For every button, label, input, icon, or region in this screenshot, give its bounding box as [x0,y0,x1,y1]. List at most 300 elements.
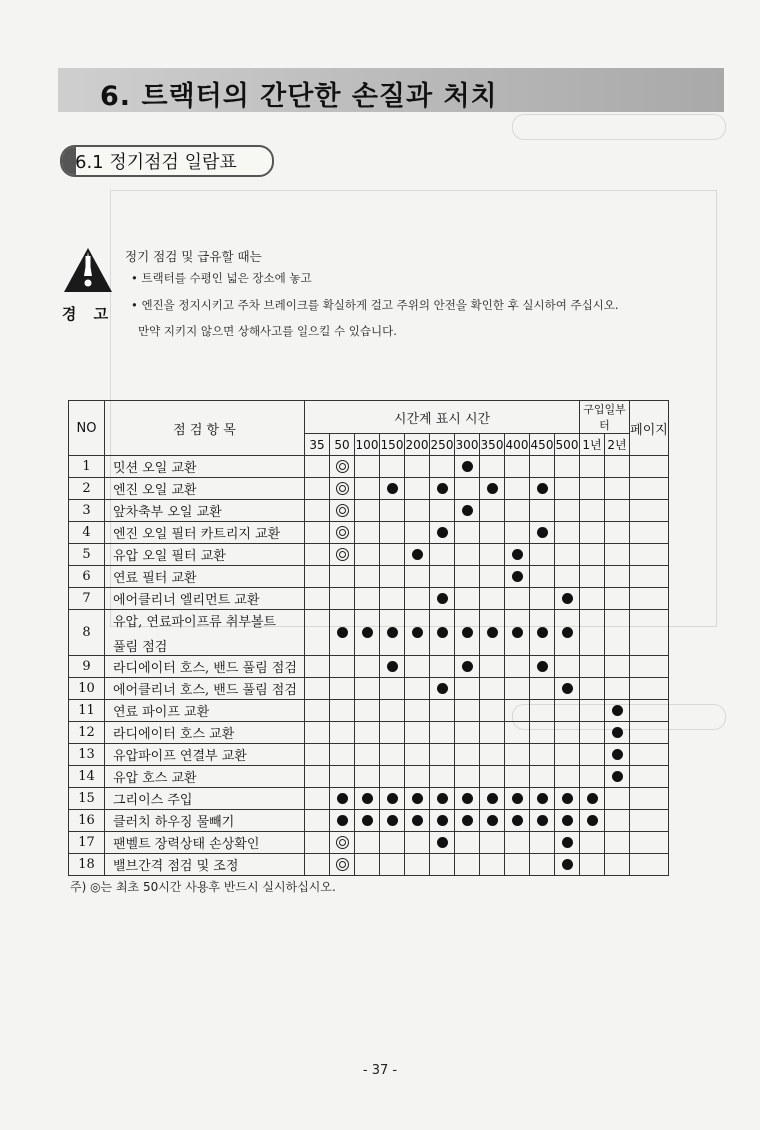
inspection-item [105,700,305,722]
schedule-cell [330,678,355,700]
schedule-cell [430,810,455,832]
schedule-cell [305,610,330,656]
schedule-cell [430,478,455,500]
schedule-cell [405,478,430,500]
schedule-cell [505,522,530,544]
table-row [69,722,669,744]
inspection-item-text: 팬벨트 장력상태 손상확인 [113,837,260,852]
schedule-cell [505,478,530,500]
table-row [69,588,669,610]
table-row [69,678,669,700]
section-title: 6.1 정기점검 일람표 [75,152,237,173]
showthrough-pill [512,114,726,140]
section-title-tab [62,147,76,175]
dot-mark-icon [437,527,448,538]
schedule-cell [405,788,430,810]
schedule-cell [405,744,430,766]
schedule-cell [405,854,430,876]
schedule-cell [580,678,605,700]
dot-mark-icon [412,549,423,560]
schedule-cell [530,478,555,500]
schedule-cell [305,788,330,810]
dot-mark-icon [562,859,573,870]
double-circle-mark-icon [336,526,349,539]
schedule-cell [555,544,580,566]
row-number: 17 [69,832,105,854]
header-hour: 150 [380,434,405,456]
warning-consequence: 만약 지키지 않으면 상해사고를 일으킬 수 있습니다. [138,324,397,338]
schedule-cell [355,478,380,500]
warning-heading: 정기 점검 및 급유할 때는 [125,249,262,264]
schedule-cell [480,544,505,566]
dot-mark-icon [362,815,373,826]
header-hour: 200 [405,434,430,456]
schedule-cell [505,566,530,588]
schedule-cell [555,656,580,678]
schedule-cell [480,588,505,610]
schedule-cell [305,678,330,700]
row-number: 7 [69,588,105,610]
row-number: 8 [69,610,105,656]
schedule-cell [380,566,405,588]
schedule-cell [380,478,405,500]
dot-mark-icon [437,483,448,494]
schedule-cell [605,722,630,744]
schedule-cell [330,478,355,500]
reference-page [630,832,669,854]
schedule-cell [580,610,605,656]
schedule-cell [480,610,505,656]
schedule-cell [305,744,330,766]
schedule-cell [505,744,530,766]
schedule-cell [530,744,555,766]
schedule-cell [480,522,505,544]
schedule-cell [505,456,530,478]
schedule-cell [380,810,405,832]
schedule-cell [330,610,355,656]
schedule-cell [580,522,605,544]
schedule-cell [355,456,380,478]
table-row [69,522,669,544]
double-circle-mark-icon [336,504,349,517]
inspection-item [105,832,305,854]
schedule-cell [530,544,555,566]
schedule-cell [605,478,630,500]
schedule-cell [355,500,380,522]
table-row [69,788,669,810]
schedule-cell [555,810,580,832]
schedule-cell [455,522,480,544]
dot-mark-icon [337,793,348,804]
schedule-cell [380,678,405,700]
double-circle-mark-icon [336,858,349,871]
row-number: 5 [69,544,105,566]
schedule-cell [305,522,330,544]
reference-page [630,700,669,722]
schedule-cell [455,722,480,744]
inspection-item-text: 밋션 오일 교환 [113,461,197,476]
dot-mark-icon [587,815,598,826]
header-hour: 250 [430,434,455,456]
schedule-cell [480,766,505,788]
schedule-cell [355,588,380,610]
schedule-cell [330,722,355,744]
dot-mark-icon [537,627,548,638]
schedule-cell [355,832,380,854]
schedule-cell [480,566,505,588]
schedule-cell [305,700,330,722]
schedule-cell [480,478,505,500]
schedule-cell [480,788,505,810]
schedule-cell [605,500,630,522]
double-circle-mark-icon [336,548,349,561]
table-row [69,610,669,656]
schedule-cell [405,656,430,678]
header-year: 2년 [605,434,630,456]
schedule-cell [605,456,630,478]
schedule-cell [480,722,505,744]
dot-mark-icon [387,661,398,672]
schedule-cell [405,832,430,854]
dot-mark-icon [437,815,448,826]
schedule-cell [555,788,580,810]
dot-mark-icon [612,705,623,716]
schedule-cell [430,544,455,566]
table-row [69,744,669,766]
reference-page [630,478,669,500]
schedule-cell [330,854,355,876]
schedule-cell [530,522,555,544]
schedule-cell [580,854,605,876]
schedule-cell [430,656,455,678]
inspection-item-text: 클러치 하우징 물빼기 [113,815,235,830]
schedule-cell [605,744,630,766]
dot-mark-icon [337,815,348,826]
dot-mark-icon [537,793,548,804]
schedule-cell [505,678,530,700]
inspection-item-text: 엔진 오일 교환 [113,483,197,498]
schedule-cell [580,832,605,854]
schedule-cell [330,766,355,788]
dot-mark-icon [437,837,448,848]
inspection-item [105,500,305,522]
schedule-cell [555,678,580,700]
schedule-cell [305,566,330,588]
schedule-cell [330,566,355,588]
schedule-cell [355,722,380,744]
inspection-item-text: 연료 필터 교환 [113,571,197,586]
dot-mark-icon [487,483,498,494]
schedule-cell [455,656,480,678]
schedule-cell [330,832,355,854]
reference-page [630,678,669,700]
double-circle-mark-icon [336,482,349,495]
schedule-cell [580,788,605,810]
inspection-item [105,744,305,766]
inspection-item [105,766,305,788]
dot-mark-icon [612,727,623,738]
table-row [69,810,669,832]
reference-page [630,744,669,766]
warning-label: 경 고 [61,305,115,323]
row-number: 18 [69,854,105,876]
schedule-cell [430,788,455,810]
inspection-schedule-table [68,400,669,876]
schedule-cell [505,544,530,566]
schedule-cell [505,854,530,876]
dot-mark-icon [437,683,448,694]
schedule-cell [530,854,555,876]
schedule-cell [555,478,580,500]
schedule-cell [555,744,580,766]
dot-mark-icon [337,627,348,638]
inspection-item-text: 에어클리너 호스, 밴드 풀림 점검 [113,683,297,698]
dot-mark-icon [412,793,423,804]
reference-page [630,766,669,788]
dot-mark-icon [587,793,598,804]
schedule-cell [580,722,605,744]
schedule-cell [305,544,330,566]
schedule-cell [480,500,505,522]
header-hour: 100 [355,434,380,456]
inspection-item-text: 유압, 연료파이프류 취부볼트 [113,614,277,630]
schedule-cell [305,588,330,610]
header-hour: 300 [455,434,480,456]
schedule-cell [480,678,505,700]
header-hour: 500 [555,434,580,456]
schedule-cell [455,478,480,500]
schedule-cell [330,544,355,566]
schedule-cell [555,456,580,478]
schedule-cell [430,522,455,544]
row-number: 13 [69,744,105,766]
schedule-cell [305,766,330,788]
dot-mark-icon [437,627,448,638]
schedule-cell [380,544,405,566]
dot-mark-icon [387,483,398,494]
schedule-cell [605,788,630,810]
schedule-cell [430,500,455,522]
inspection-item [105,566,305,588]
row-number: 9 [69,656,105,678]
schedule-cell [605,544,630,566]
reference-page [630,810,669,832]
schedule-cell [330,700,355,722]
schedule-cell [530,610,555,656]
schedule-cell [555,610,580,656]
schedule-cell [455,744,480,766]
schedule-cell [355,544,380,566]
schedule-cell [380,588,405,610]
schedule-cell [430,588,455,610]
schedule-cell [505,810,530,832]
schedule-cell [530,810,555,832]
schedule-cell [505,766,530,788]
reference-page [630,456,669,478]
schedule-cell [405,678,430,700]
schedule-cell [605,854,630,876]
warning-bullet-1: • 트랙터를 수평인 넓은 장소에 놓고 [131,271,312,285]
schedule-cell [380,766,405,788]
inspection-item-text: 그리이스 주입 [113,793,193,808]
table-row [69,700,669,722]
dot-mark-icon [562,627,573,638]
dot-mark-icon [362,793,373,804]
row-number: 15 [69,788,105,810]
dot-mark-icon [562,593,573,604]
schedule-cell [505,722,530,744]
schedule-cell [580,810,605,832]
dot-mark-icon [512,793,523,804]
schedule-cell [430,832,455,854]
schedule-cell [480,656,505,678]
row-number: 3 [69,500,105,522]
schedule-cell [555,766,580,788]
schedule-cell [605,678,630,700]
schedule-cell [380,832,405,854]
schedule-cell [455,588,480,610]
schedule-cell [455,810,480,832]
dot-mark-icon [462,627,473,638]
schedule-cell [455,766,480,788]
schedule-cell [455,788,480,810]
schedule-cell [380,610,405,656]
schedule-cell [605,522,630,544]
schedule-cell [605,766,630,788]
dot-mark-icon [412,815,423,826]
schedule-cell [605,566,630,588]
schedule-cell [455,544,480,566]
schedule-cell [480,456,505,478]
schedule-cell [430,566,455,588]
reference-page [630,522,669,544]
schedule-cell [605,656,630,678]
schedule-cell [430,854,455,876]
schedule-cell [430,678,455,700]
schedule-cell [505,656,530,678]
schedule-cell [380,522,405,544]
header-hour: 35 [305,434,330,456]
table-row [69,544,669,566]
schedule-cell [305,832,330,854]
reference-page [630,610,669,656]
schedule-cell [555,722,580,744]
schedule-cell [580,478,605,500]
schedule-cell [355,678,380,700]
schedule-cell [355,744,380,766]
reference-page [630,544,669,566]
schedule-cell [330,500,355,522]
schedule-cell [530,588,555,610]
schedule-cell [305,656,330,678]
row-number: 11 [69,700,105,722]
dot-mark-icon [362,627,373,638]
table-row [69,456,669,478]
schedule-cell [405,544,430,566]
schedule-cell [455,456,480,478]
warning-bullet-2: • 엔진을 정지시키고 주차 브레이크를 확실하게 걸고 주위의 안전을 확인한 후 실시하여 주십시오. [131,298,619,312]
schedule-cell [530,678,555,700]
dot-mark-icon [512,815,523,826]
schedule-cell [330,522,355,544]
schedule-cell [455,610,480,656]
header-page: 페이지 [630,401,669,456]
schedule-cell [505,588,530,610]
inspection-item [105,588,305,610]
inspection-item [105,656,305,678]
schedule-cell [405,522,430,544]
schedule-cell [455,832,480,854]
schedule-cell [505,500,530,522]
schedule-cell [330,744,355,766]
inspection-item-text: 라디에이터 호스 교환 [113,727,235,742]
schedule-cell [455,854,480,876]
dot-mark-icon [512,549,523,560]
dot-mark-icon [612,771,623,782]
schedule-cell [480,744,505,766]
schedule-cell [530,766,555,788]
dot-mark-icon [487,793,498,804]
header-hour: 50 [330,434,355,456]
schedule-cell [505,788,530,810]
schedule-cell [380,700,405,722]
schedule-cell [580,566,605,588]
schedule-cell [330,788,355,810]
schedule-cell [355,810,380,832]
schedule-cell [605,610,630,656]
dot-mark-icon [537,483,548,494]
schedule-cell [530,788,555,810]
schedule-cell [530,832,555,854]
inspection-item [105,456,305,478]
schedule-cell [580,700,605,722]
schedule-cell [380,656,405,678]
schedule-cell [405,500,430,522]
schedule-cell [530,566,555,588]
dot-mark-icon [537,527,548,538]
schedule-cell [330,588,355,610]
schedule-cell [605,700,630,722]
schedule-cell [405,722,430,744]
schedule-cell [305,500,330,522]
dot-mark-icon [462,461,473,472]
dot-mark-icon [512,627,523,638]
inspection-item [105,678,305,700]
schedule-cell [355,566,380,588]
schedule-cell [580,656,605,678]
inspection-item-text: 밸브간격 점검 및 조정 [113,859,239,874]
schedule-cell [555,854,580,876]
inspection-item [105,610,305,656]
schedule-cell [355,700,380,722]
dot-mark-icon [487,627,498,638]
reference-page [630,788,669,810]
header-no: NO [69,401,105,456]
schedule-cell [530,500,555,522]
schedule-cell [330,656,355,678]
schedule-cell [555,522,580,544]
schedule-cell [580,766,605,788]
schedule-cell [555,500,580,522]
inspection-item [105,544,305,566]
schedule-cell [580,588,605,610]
table-row [69,500,669,522]
row-number: 10 [69,678,105,700]
dot-mark-icon [412,627,423,638]
schedule-cell [380,854,405,876]
inspection-item-text: 유압 오일 필터 교환 [113,549,226,564]
dot-mark-icon [537,661,548,672]
